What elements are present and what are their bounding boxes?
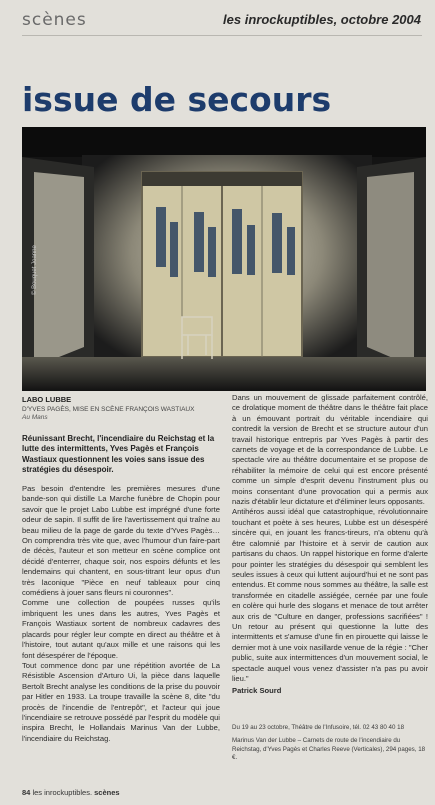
magazine-header: les inrockuptibles, octobre 2004	[223, 12, 421, 27]
show-credits: D'YVES PAGÈS, MISE EN SCÈNE FRANÇOIS WASTIAUX	[22, 406, 195, 413]
article-column-1	[22, 484, 220, 744]
footer-magazine: les inrockuptibles	[32, 788, 90, 797]
paragraph: Pas besoin d'entendre les premières mesures d'une bande-son qui distille La Marche funèbre de Chopin pour savoir que le projet Labo Lubbe est imprégné d'une forte odeur de sapin. Il suffit de lire l'avertissement qui traîne au beau milieu de la page de garde du texte d'Yves Pagès… On comprendra très vite que, avec l'humour d'un faire-part de décès, l'auteur et son metteur en scène complice ont décidé d'enterrer, chaque soir, nos espoirs défunts et les lendemains qui chantent, en sous-titrant leur opus d'un très laconique "Pièce en neuf tableaux pour cinq comédiens à jouer sans fleurs ni couronnes".	[22, 484, 220, 598]
paragraph: Comme une collection de poupées russes qu'ils imbriquent les unes dans les autres, Yves Pagès et François Wastiaux sortent de nombreux cadavres des placards pour régler leur compte en direct au théâtre et à l'histoire, tout autant qu'aux mille et une raisons qui les font désespérer de l'époque.	[22, 598, 220, 660]
article-title: issue de secours	[22, 80, 332, 119]
show-caption	[22, 395, 218, 421]
article-intro: Réunissant Brecht, l'incendiaire du Reichstag et la lutte des intermittents, Yves Pagès et François Wastiaux questionnent les voies sans issue des stratégies du désespoir.	[22, 434, 215, 474]
page-footer: 84 les inrockuptibles. scènes	[22, 788, 120, 797]
info-dates: Du 19 au 23 octobre, Théâtre de l'Infusoire, tél. 02 43 80 40 18	[232, 724, 405, 731]
practical-info	[232, 724, 428, 767]
section-label: scènes	[22, 10, 87, 30]
author-signature: Patrick Sourd	[232, 686, 282, 696]
page-number: 84	[22, 788, 31, 797]
paragraph: Dans un mouvement de glissade parfaitement contrôlé, ce drolatique moment de théâtre dans le théâtre fait place à un émouvant portrait du véritable incendiaire qui contredit la version de Brecht et se structure autour d'un travail historique entrepris par Yves Pagès à partir des carnets de voyage et de la correspondance de Lubbe. Le spectacle vire au théâtre documentaire et se propose de réhabiliter la mémoire de celui qui est encore présenté comme un simple d'esprit devenu l'instrument plus ou moins consentant d'une provocation qui a permis aux nazis d'établir leur dictature et d'éliminer leurs opposants.	[232, 393, 428, 507]
footer-section: scènes	[94, 788, 120, 797]
show-venue: Au Mans	[22, 414, 48, 421]
paragraph: Tout commence donc par une répétition avortée de La Résistible Ascension d'Arturo Ui, la pièce dans laquelle Bertolt Brecht analyse les conditions de la prise du pouvoir par Hitler en 1933. La troupe travaille la scène 8, dite "du procès de l'incendie de l'entrepôt", et l'acteur qui joue l'incendiaire se retrouve possédé par l'esprit du modèle qui inspira Brecht, le Hollandais Marinus Van der Lubbe, l'incendiaire du Reichstag.	[22, 660, 220, 743]
paragraph: Antihéros aussi idéal que catastrophique, révolutionnaire touchant et poète à ses heures, Lubbe est un désespéré sincère qui, en jouant les francs-tireurs, n'a obtenu qu'à être calomnié par l'histoire et à servir de caution aux partisans du chaos. Un rappel historique en forme d'alerte pour pointer les stratégies du désespoir qui semblent les seules issues à ceux qui luttent aujourd'hui et ne sont pas entendus. Et comme nous sommes au théâtre, la salle est transformée en citadelle assiégée, cernée par une foule en colère qui hurle des slogans et menace de tout arrêter aux cris de "Culture en danger, professions sacrifiées" ! Un retour au présent qui questionne la lutte des intermittents et s'amuse d'une fin en pirouette qui laisse le dernier mot à une voix nasillarde venue de la régie : "Cher public, suite aux intermittences d'un mouvement social, le spectacle auquel vous venez d'assister n'a pas pu avoir lieu."	[232, 507, 428, 683]
stage-photo	[22, 127, 426, 391]
stage-photo-image	[22, 127, 426, 391]
article-column-2	[232, 393, 428, 697]
show-title: LABO LUBBE	[22, 395, 72, 404]
header-rule	[22, 35, 422, 36]
photo-credit: © Bouquet Joanne	[32, 245, 38, 295]
info-book: Marinus Van der Lubbe – Carnets de route de l'incendiaire du Reichstag, d'Yves Pagès et Charles Reeve (Verticales), 294 pages, 18 €.	[232, 737, 426, 761]
